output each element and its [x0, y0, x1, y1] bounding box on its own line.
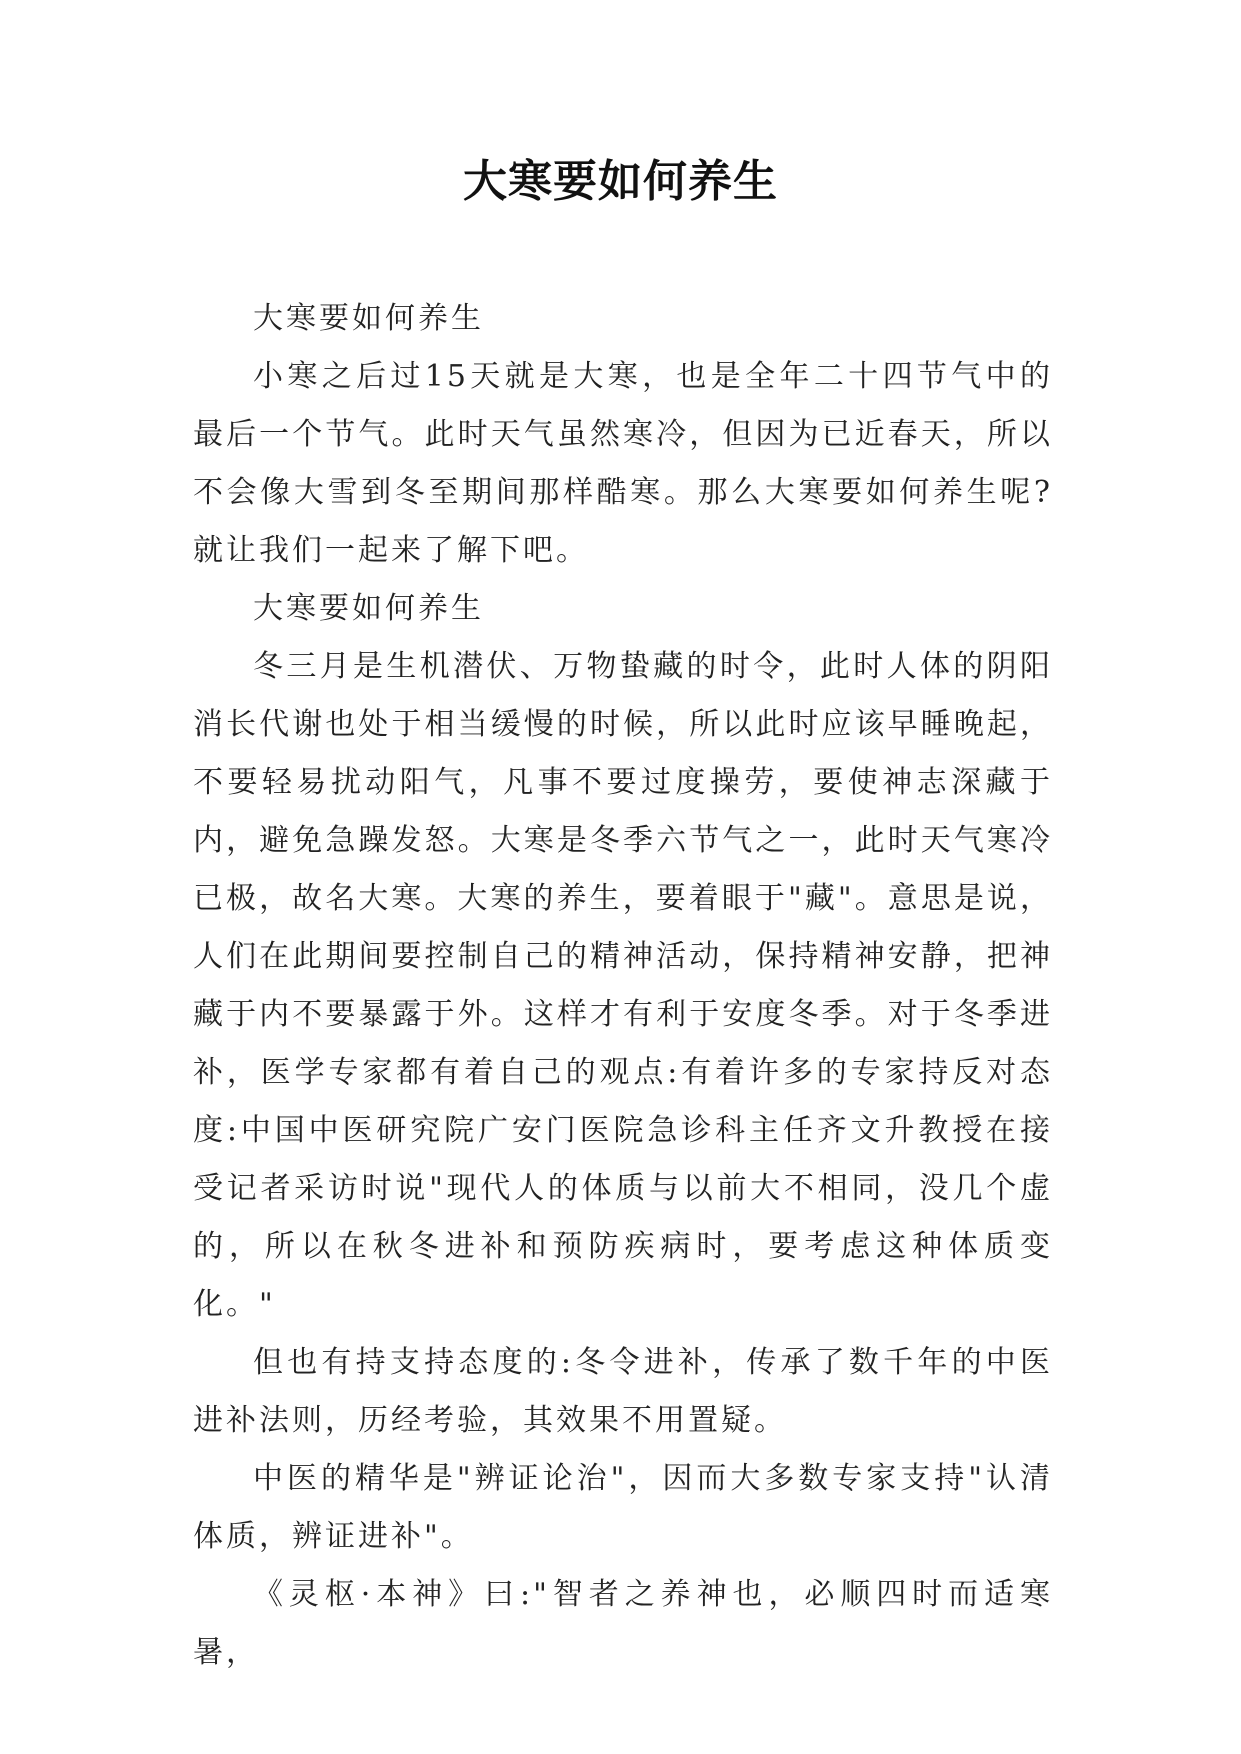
paragraph: 小寒之后过15天就是大寒，也是全年二十四节气中的最后一个节气。此时天气虽然寒冷，但因为已近春天，所以不会像大雪到冬至期间那样酷寒。那么大寒要如何养生呢?就让我们一起来了解下吧。 [193, 359, 1053, 568]
document-body [193, 290, 1053, 1682]
paragraph-subheading: 大寒要如何养生 [253, 591, 484, 626]
paragraph: 冬三月是生机潜伏、万物蛰藏的时令，此时人体的阴阳消长代谢也处于相当缓慢的时候，所以此时应该早睡晚起，不要轻易扰动阳气，凡事不要过度操劳，要使神志深藏于内，避免急躁发怒。大寒是冬季六节气之一，此时天气寒冷已极，故名大寒。大寒的养生，要着眼于"藏"。意思是说，人们在此期间要控制自己的精神活动，保持精神安静，把神藏于内不要暴露于外。这样才有利于安度冬季。对于冬季进补，医学专家都有着自己的观点:有着许多的专家持反对态度:中国中医研究院广安门医院急诊科主任齐文升教授在接受记者采访时说"现代人的体质与以前大不相同，没几个虚的，所以在秋冬进补和预防疾病时，要考虑这种体质变化。" [193, 649, 1053, 1322]
paragraph-subheading: 大寒要如何养生 [253, 301, 484, 336]
paragraph: 但也有持支持态度的:冬令进补，传承了数千年的中医进补法则，历经考验，其效果不用置疑。 [193, 1345, 1053, 1438]
document-title: 大寒要如何养生 [463, 156, 778, 207]
paragraph: 中医的精华是"辨证论治"，因而大多数专家支持"认清体质，辨证进补"。 [193, 1461, 1053, 1554]
paragraph: 《灵枢·本神》曰:"智者之养神也，必顺四时而适寒暑， [193, 1577, 1053, 1670]
